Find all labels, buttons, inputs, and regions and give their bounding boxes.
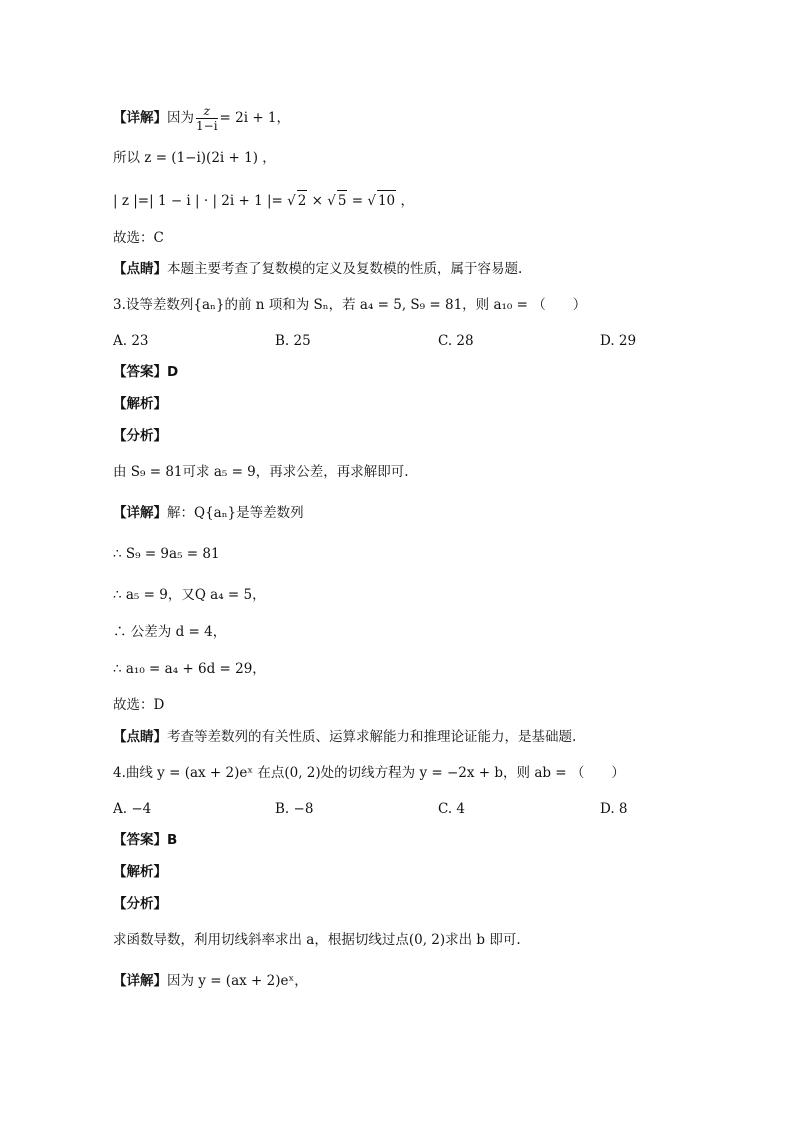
q3-xiangjie-line: [113, 503, 304, 523]
equation-line-2: 所以 z = (1−i)(2i + 1) ，: [113, 150, 276, 166]
q3-step-4: ∴ a₁₀ = a₄ + 6d = 29，: [113, 661, 266, 677]
xiangjie-tag: 【详解】: [113, 505, 167, 521]
sqrt-symbol: √: [287, 193, 296, 209]
q4-option-c: C. 4: [438, 801, 466, 817]
sqrt-5: 5: [337, 190, 348, 211]
q3-option-d: D. 29: [600, 333, 637, 349]
dianjing-text: 本题主要考查了复数模的定义及复数模的性质，属于容易题.: [167, 261, 523, 277]
q3-jiexi-tag: 【解析】: [113, 396, 167, 412]
fraction-denominator: 1−i: [196, 119, 218, 133]
q3-step-2: ∴ a₅ = 9，又Q a₄ = 5，: [113, 587, 266, 603]
dianjing-tag: 【点睛】: [113, 729, 167, 745]
q3-step-1: ∴ S₉ = 9a₅ = 81: [113, 546, 220, 562]
q3-choice-line: 故选：D: [113, 697, 165, 713]
q4-option-a: A. −4: [113, 801, 152, 817]
because-text: 因为: [167, 110, 194, 126]
sqrt-2: 2: [297, 190, 308, 211]
xiangjie-text: 解：Q{aₙ}是等差数列: [167, 505, 304, 521]
xiangjie-line-1: [113, 104, 290, 133]
q4-answer-line: [113, 830, 177, 850]
q3-option-a: A. 23: [113, 333, 149, 349]
q4-option-b: B. −8: [275, 801, 314, 817]
answer-value: D: [167, 364, 179, 380]
question-3-stem: 3.设等差数列{aₙ}的前 n 项和为 Sₙ，若 a₄ = 5, S₉ = 81，则 a₁₀ = （ ）: [113, 297, 587, 313]
q4-fenxi-tag: 【分析】: [113, 896, 167, 912]
dianjing-text: 考查等差数列的有关性质、运算求解能力和推理论证能力，是基础题.: [167, 729, 577, 745]
modulus-expression: | z |=| 1 − i | · | 2i + 1 |=: [113, 193, 288, 209]
fraction-numerator: z: [196, 104, 218, 119]
q3-step-3: ∴ 公差为 d = 4，: [113, 624, 227, 640]
times-sign: ×: [307, 193, 328, 209]
sqrt-10: 10: [377, 190, 396, 211]
question-4-stem: 4.曲线 y = (ax + 2)eˣ 在点(0, 2)处的切线方程为 y = −2x + b，则 ab = （ ）: [113, 765, 625, 781]
dianjing-tag: 【点睛】: [113, 261, 167, 277]
q3-answer-line: [113, 362, 178, 382]
q3-option-b: B. 25: [275, 333, 311, 349]
q3-dianjing-line: [113, 727, 576, 747]
equals-sign: =: [347, 193, 368, 209]
q3-fenxi-text: 由 S₉ = 81可求 a₅ = 9，再求公差，再求解即可.: [113, 464, 409, 480]
sqrt-symbol: √: [367, 193, 376, 209]
equation-line-3: [113, 190, 414, 211]
sqrt-symbol: √: [327, 193, 336, 209]
choice-line: 故选：C: [113, 230, 164, 246]
dianjing-line: [113, 259, 522, 279]
q4-jiexi-tag: 【解析】: [113, 864, 167, 880]
q3-fenxi-tag: 【分析】: [113, 428, 167, 444]
comma: ，: [396, 193, 414, 209]
q4-option-d: D. 8: [600, 801, 628, 817]
q3-option-c: C. 28: [438, 333, 474, 349]
q4-xiangjie-line: [113, 971, 308, 991]
fraction: [196, 104, 218, 133]
answer-tag: 【答案】: [113, 364, 167, 380]
xiangjie-tag: 【详解】: [113, 110, 167, 126]
xiangjie-text: 因为 y = (ax + 2)eˣ，: [167, 973, 308, 989]
q4-fenxi-text: 求函数导数，利用切线斜率求出 a，根据切线过点(0, 2)求出 b 即可.: [113, 932, 521, 948]
answer-tag: 【答案】: [113, 832, 167, 848]
equation-rest: = 2i + 1，: [219, 110, 291, 126]
answer-value: B: [167, 832, 178, 848]
xiangjie-tag: 【详解】: [113, 973, 167, 989]
